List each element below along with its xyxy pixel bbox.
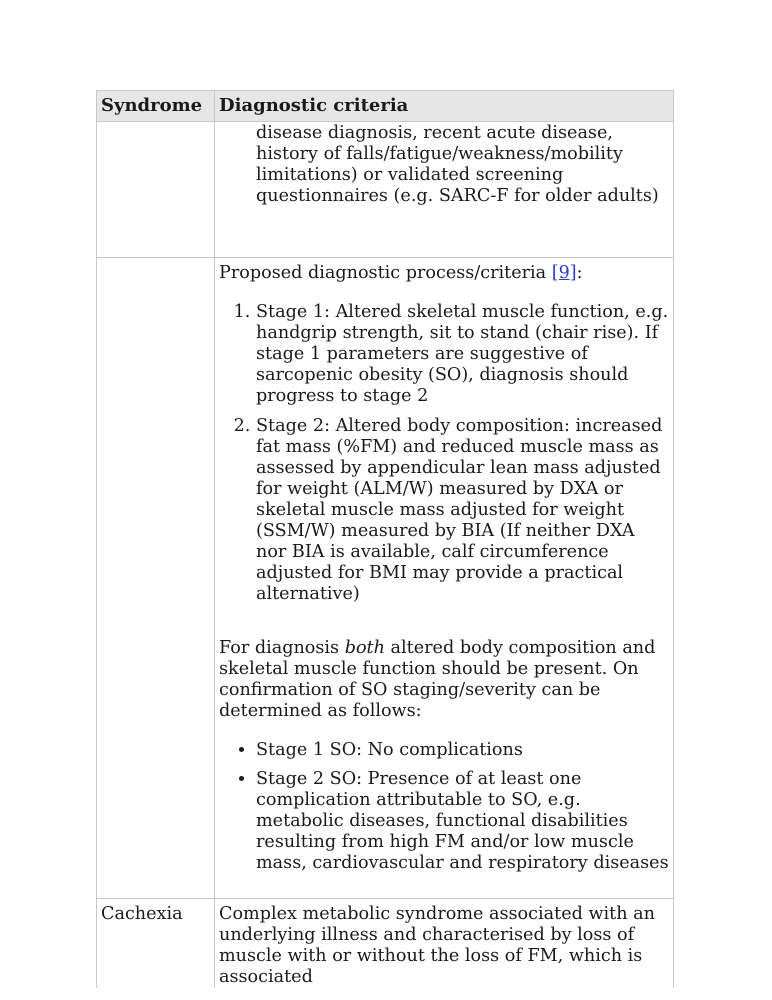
diagnostic-criteria-table (96, 90, 674, 988)
criteria-cell (215, 122, 674, 258)
syndrome-cell: Cachexia (97, 899, 215, 989)
list-item: • Stage 2 SO: Presence of at least one complication attributable to SO, e.g. metabolic diseases, functional disabilities resulting from high FM and/or low muscle mass, cardiovascular and respiratory diseases (256, 769, 669, 874)
table-row (97, 122, 674, 258)
table-row (97, 899, 674, 989)
list-item: • Stage 1 SO: No complications (256, 740, 669, 761)
table-header-row (97, 91, 674, 122)
continued-text: disease diagnosis, recent acute disease, history of falls/fatigue/weakness/mobility limitations) or validated screening questionnaires (e.g. SARC-F for older adults) (256, 123, 659, 206)
reference-link[interactable]: [9] (551, 263, 577, 283)
diagnosis-paragraph (219, 638, 669, 722)
criteria-column-header: Diagnostic criteria (215, 91, 674, 122)
diagnosis-text: altered body composition and skeletal muscle function should be present. On confirmation of SO staging/severity can be determined as follows: (219, 638, 656, 721)
syndrome-cell (97, 258, 215, 899)
list-item: 1. Stage 1: Altered skeletal muscle function, e.g. handgrip strength, sit to stand (chair rise). If stage 1 parameters are suggestive of sarcopenic obesity (SO), diagnosis should progress to stage 2 (256, 302, 669, 407)
stage-list (219, 302, 669, 605)
process-intro (219, 263, 669, 284)
severity-list (219, 740, 669, 874)
criteria-cell (215, 258, 674, 899)
criteria-cell: Complex metabolic syndrome associated with an underlying illness and characterised by loss of muscle with or without the loss of FM, which is associated (215, 899, 674, 989)
syndrome-cell (97, 122, 215, 258)
list-item: 2. Stage 2: Altered body composition: increased fat mass (%FM) and reduced muscle mass as assessed by appendicular lean mass adjusted for weight (ALM/W) measured by DXA or skeletal muscle mass adjusted for weight (SSM/W) measured by BIA (If neither DXA nor BIA is available, calf circumference adjusted for BMI may provide a practical alternative) (256, 416, 669, 605)
intro-end: : (576, 263, 583, 283)
intro-text: Proposed diagnostic process/criteria (219, 263, 552, 283)
emphasis-text: both (344, 638, 385, 658)
diagnosis-text: For diagnosis (219, 638, 345, 658)
table-row (97, 258, 674, 899)
syndrome-column-header: Syndrome (97, 91, 215, 122)
